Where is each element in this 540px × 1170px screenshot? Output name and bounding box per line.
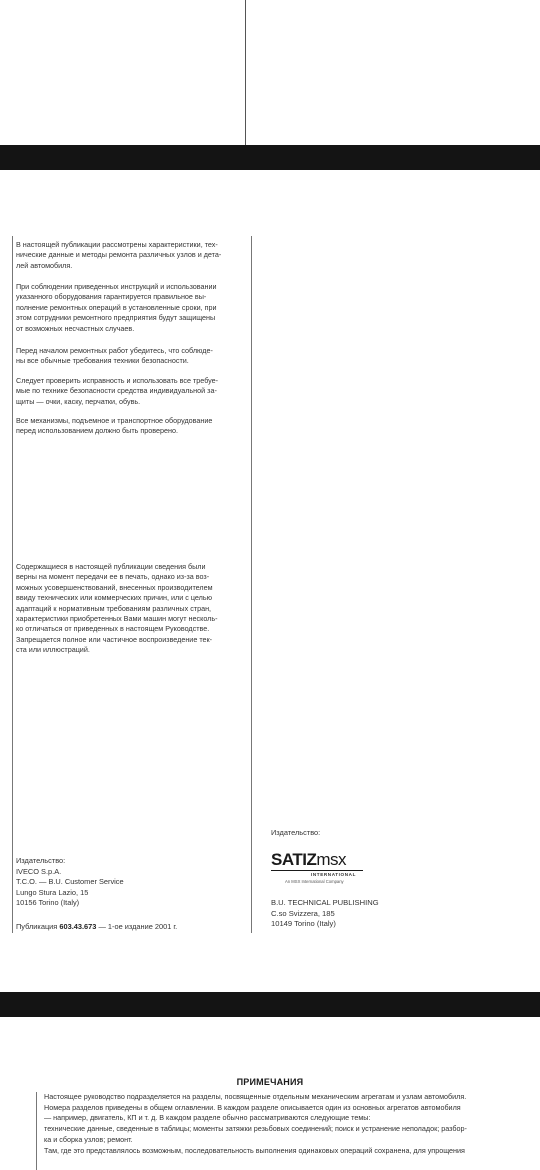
text-line: этом сотрудники ремонтного предприятия будут защищены (16, 313, 216, 323)
publication-prefix: Публикация (16, 922, 58, 931)
logo-international: INTERNATIONAL (311, 872, 356, 877)
publisher-name: IVECO S.p.A. (16, 866, 62, 876)
publisher-department: T.C.O. — B.U. Customer Service (16, 877, 124, 887)
address-line: C.so Svizzera, 185 (271, 908, 335, 918)
publisher-label: Издательство: (16, 856, 66, 865)
notes-heading: ПРИМЕЧАНИЯ (236, 1077, 304, 1087)
logo-satiz: SATIZ (271, 850, 317, 869)
text-line: лей автомобиля. (16, 260, 73, 270)
text-line: адаптаций к нормативным требованиям различных стран, (16, 603, 212, 613)
text-line: ны все обычные требования техники безопасности. (16, 356, 189, 366)
logo-tagline: An MSX International Company (285, 879, 344, 884)
text-line: ввиду технических или коммерческих причин, или с целью (16, 593, 212, 603)
text-line: Содержащиеся в настоящей публикации сведения были (16, 562, 206, 571)
text-line: ка и сборка узлов; ремонт. (44, 1134, 133, 1144)
text-line: Запрещается полное или частичное воспроизведение тек- (16, 634, 213, 644)
precautions-paragraph (16, 346, 248, 367)
publication-info (16, 922, 177, 931)
logo-rule (271, 870, 363, 871)
text-line: перед использованием должно быть проверено. (16, 426, 178, 436)
text-line: мые по технике безопасности средства индивидуальной за- (16, 386, 217, 396)
text-line: При соблюдении приведенных инструкций и использовании (16, 282, 217, 291)
publisher-street: Lungo Stura Lazio, 15 (16, 887, 89, 897)
text-line: Все механизмы, подъемное и транспортное оборудование (16, 416, 213, 425)
publication-edition: — 1-ое издание 2001 г. (98, 922, 178, 931)
text-line: полнение ремонтных операций в установленные сроки, при (16, 302, 217, 312)
address-line: 10149 Torino (Italy) (271, 919, 336, 929)
text-line: нические данные и методы ремонта различных узлов и дета- (16, 250, 222, 260)
text-line: характеристики приобретенных Вами машин могут несколь- (16, 614, 218, 624)
logo-wordmark (271, 850, 346, 870)
text-line: щиты — очки, каску, перчатки, обувь. (16, 396, 141, 406)
text-line: указанного оборудования гарантируется правильное вы- (16, 292, 207, 302)
text-line: Там, где это представлялось возможным, последовательность выполнения одинаковых операций сохранена, для упрощения (44, 1145, 465, 1155)
protection-paragraph (16, 376, 248, 407)
notes-body (36, 1092, 540, 1170)
text-line: — например, двигатель, КП и т. д. В каждом разделе обычно рассматриваются следующие темы: (44, 1113, 371, 1123)
text-line: ста или иллюстраций. (16, 645, 90, 655)
text-line: Перед началом ремонтных работ убедитесь, что соблюде- (16, 346, 213, 355)
intro-paragraph (16, 240, 248, 271)
publisher-address-right (271, 898, 379, 930)
text-line: Следует проверить исправность и использовать все требуе- (16, 376, 219, 385)
safety-paragraph (16, 282, 248, 334)
logo-msx: msx (316, 850, 347, 869)
text-line: ко отличаться от приведенных в настоящем Руководстве. (16, 624, 210, 634)
left-text-column (12, 236, 252, 933)
disclaimer-paragraph (16, 562, 248, 656)
top-vertical-rule (245, 0, 246, 145)
text-line: В настоящей публикации рассмотрены характеристики, тех- (16, 240, 218, 249)
publication-number: 603.43.673 (59, 922, 97, 931)
page-separator-band (0, 145, 540, 170)
page-separator-band (0, 992, 540, 1017)
text-line: от возможных несчастных случаев. (16, 323, 135, 333)
satiz-msx-logo (271, 850, 391, 890)
publisher-right-label: Издательство: (271, 828, 321, 837)
text-line: технические данные, сведенные в таблицы; моменты затяжки резьбовых соединений; поиск и устранение неполадок; разбор- (44, 1124, 467, 1134)
equipment-paragraph (16, 416, 248, 437)
publisher-right-block (271, 828, 521, 929)
text-line: Настоящее руководство подразделяется на разделы, посвященные отдельным механическим агрегатам и узлам автомобиля. (44, 1092, 467, 1101)
text-line: верны на момент передачи ее в печать, однако из-за воз- (16, 572, 210, 582)
address-line: B.U. TECHNICAL PUBLISHING (271, 898, 379, 907)
publisher-city: 10156 Torino (Italy) (16, 898, 80, 908)
publisher-address-left (16, 856, 248, 909)
text-line: Номера разделов приведены в общем оглавлении. В каждом разделе описывается один из основных агрегатов автомобиля (44, 1102, 461, 1112)
text-line: можных усовершенствований, внесенных производителем (16, 582, 213, 592)
